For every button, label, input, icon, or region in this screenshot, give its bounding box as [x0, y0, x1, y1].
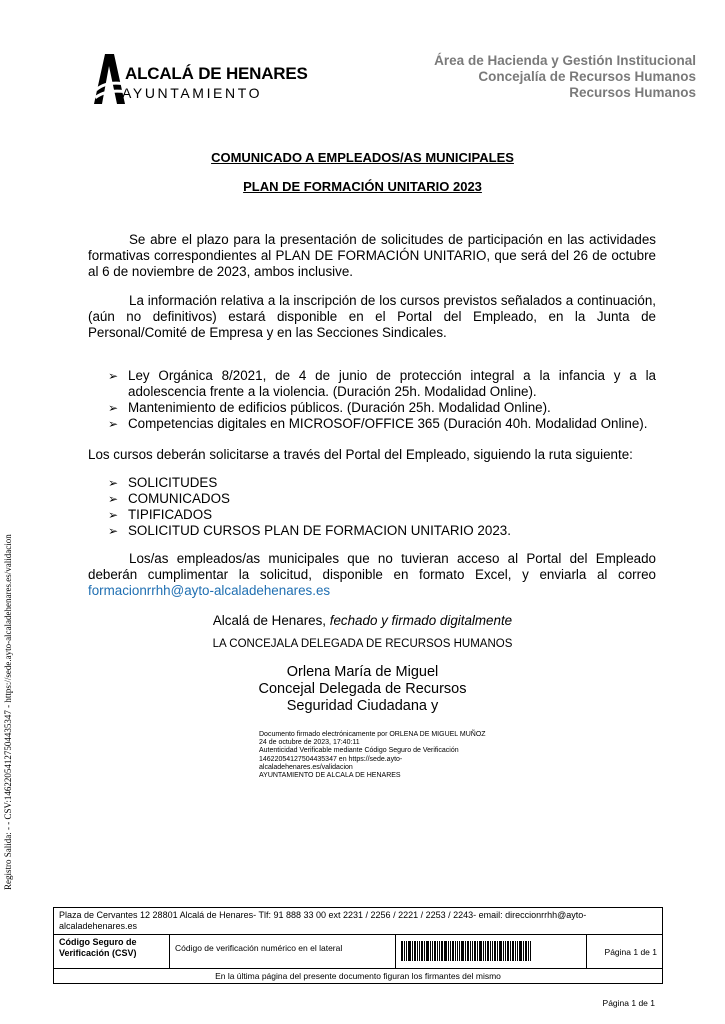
place-date: Alcalá de Henares, fechado y firmado digitalmente: [212, 613, 513, 628]
signer-line: Concejal Delegada de Recursos: [258, 681, 467, 697]
arrow-bullet-icon: ➢: [108, 417, 119, 431]
arrow-bullet-icon: ➢: [108, 508, 119, 522]
dept-line: Concejalía de Recursos Humanos: [478, 69, 696, 84]
footer-address: Plaza de Cervantes 12 28801 Alcalá de Henares- Tlf: 91 888 33 00 ext 2231 / 2256 / 2221 / 2253 / 2243- email: direccionrrhh@ayto-alcaladehenares.es: [54, 908, 663, 935]
sig-line: 24 de octubre de 2023, 17:40:11: [259, 739, 360, 747]
sig-line: Autenticidad Verificable mediante Código Seguro de Verificación: [259, 747, 459, 755]
signer-role: LA CONCEJALA DELEGADA DE RECURSOS HUMANOS: [212, 638, 513, 650]
logo-name: ALCALÁ DE HENARES: [125, 64, 308, 83]
list-item: ➢ SOLICITUD CURSOS PLAN DE FORMACION UNITARIO 2023.: [108, 523, 511, 538]
barcode-icon: [401, 941, 581, 961]
logo-a-mark-icon: [92, 52, 126, 104]
list-item: ➢ Ley Orgánica 8/2021, de 4 de junio de protección integral a la infancia y a la adolescencia frente a la violencia. (Duración 25h. Modalidad Online).: [108, 368, 656, 399]
course-list: [108, 368, 656, 432]
csv-label: Código Seguro de Verificación (CSV): [54, 935, 170, 969]
dept-line: Área de Hacienda y Gestión Institucional: [434, 53, 696, 68]
route-list: [108, 475, 656, 539]
place-date-italic: fechado y firmado digitalmente: [329, 613, 513, 628]
list-item: ➢ SOLICITUDES: [108, 475, 218, 490]
csv-description: Código de verificación numérico en el lateral: [170, 935, 396, 969]
intro-paragraph: Se abre el plazo para la presentación de solicitudes de participación en las actividades formativas correspondientes al PLAN DE FORMACIÓN UNITARIO, que será del 26 de octubre al 6 de noviembre de 2023, ambos inclusive.: [88, 232, 656, 279]
signer-name-block: [0, 664, 725, 715]
sig-line: alcaladehenares.es/validacion: [259, 763, 353, 771]
footer-note: En la última página del presente documento figuran los firmantes del mismo: [54, 969, 663, 984]
page-number: Página 1 de 1: [602, 998, 655, 1008]
department-heading: [434, 53, 696, 101]
info-paragraph: La información relativa a la inscripción de los cursos previstos señalados a continuación, (aún no definitivos) estará disponible en el Portal del Empleado, en la Junta de Personal/Comité de Empresa y en las Secciones Sindicales.: [88, 293, 656, 340]
email-link[interactable]: formacionrrhh@ayto-alcaladehenares.es: [88, 583, 331, 598]
dept-line: Recursos Humanos: [569, 85, 696, 100]
list-item: ➢ COMUNICADOS: [108, 491, 230, 506]
electronic-signature-block: [259, 731, 589, 780]
plan-title: PLAN DE FORMACIÓN UNITARIO 2023: [243, 179, 482, 194]
list-item: ➢ Mantenimiento de edificios públicos. (Duración 25h. Modalidad Online).: [108, 400, 551, 415]
arrow-bullet-icon: ➢: [108, 524, 119, 538]
barcode-cell: [396, 935, 587, 969]
logo-subtitle: AYUNTAMIENTO: [122, 85, 263, 101]
list-item: ➢ TIPIFICADOS: [108, 507, 213, 522]
sig-line: AYUNTAMIENTO DE ALCALA DE HENARES: [259, 772, 401, 780]
signer-line: Seguridad Ciudadana y: [286, 698, 439, 714]
side-registration-text: Registro Salida: - - CSV:14622054127504435347 - https://sede.ayto-alcaladehenares.es/validacion: [3, 534, 13, 890]
arrow-bullet-icon: ➢: [108, 401, 119, 415]
arrow-bullet-icon: ➢: [108, 369, 119, 383]
sig-line: Documento firmado electrónicamente por ORLENA DE MIGUEL MUÑOZ: [259, 731, 486, 738]
communique-title: COMUNICADO A EMPLEADOS/AS MUNICIPALES: [211, 150, 514, 165]
sig-line: 14622054127504435347 en https://sede.ayto-: [259, 755, 403, 763]
arrow-bullet-icon: ➢: [108, 492, 119, 506]
list-item: ➢ Competencias digitales en MICROSOF/OFFICE 365 (Duración 40h. Modalidad Online).: [108, 416, 648, 431]
no-access-paragraph: Los/as empleados/as municipales que no tuvieran acceso al Portal del Empleado deberán cumplimentar la solicitud, disponible en formato Excel, y enviarla al correo formacionrrhh@ayto-alcaladehenares.es: [88, 551, 656, 598]
csv-page-label: Página 1 de 1: [587, 935, 663, 969]
arrow-bullet-icon: ➢: [108, 476, 119, 490]
route-intro: Los cursos deberán solicitarse a través del Portal del Empleado, siguiendo la ruta siguiente:: [88, 447, 633, 462]
logo: [92, 52, 308, 112]
footer-table: [53, 907, 663, 984]
signer-line: Orlena María de Miguel: [286, 664, 439, 680]
